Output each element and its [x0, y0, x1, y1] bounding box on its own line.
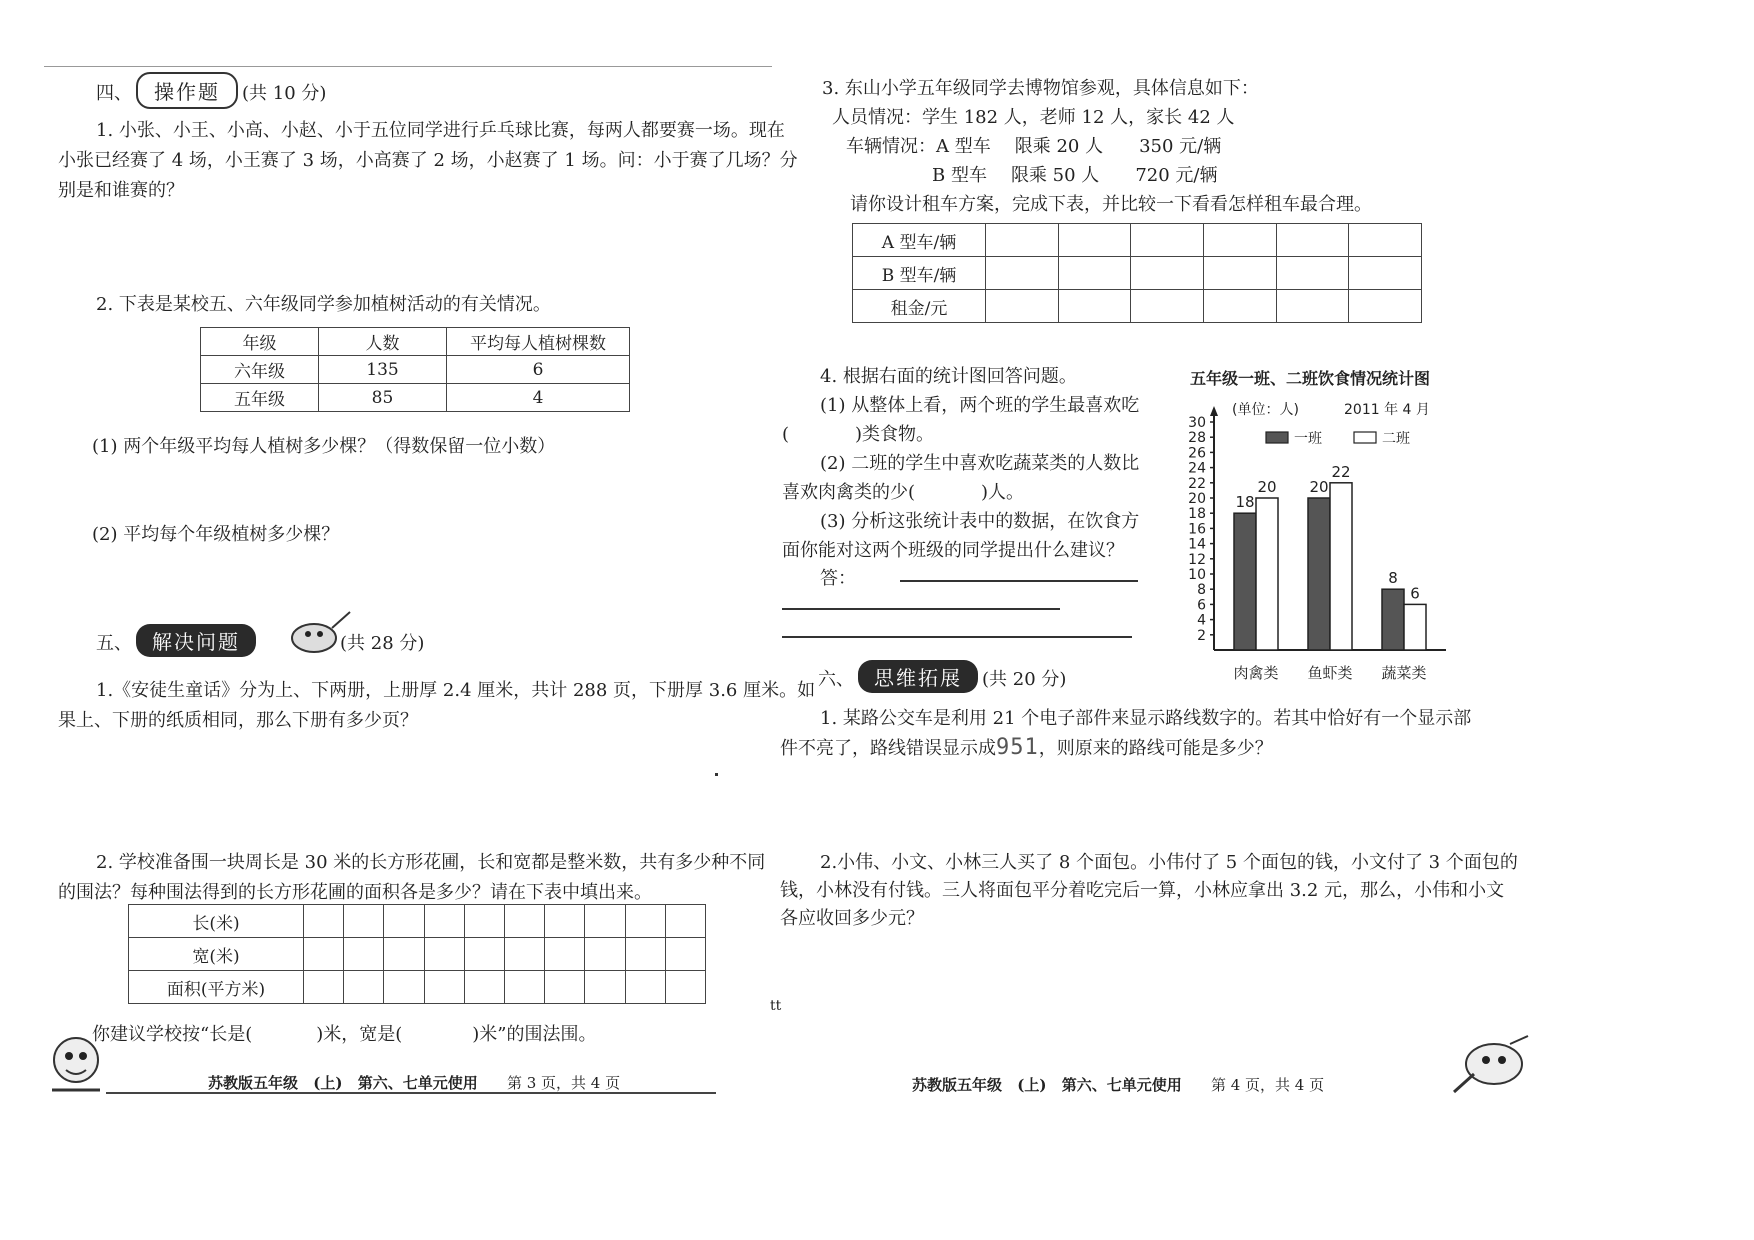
chart-title: 五年级一班、二班饮食情况统计图 — [1190, 369, 1431, 388]
stray-mark: tt — [770, 998, 782, 1014]
q6-1-line2 — [780, 734, 1273, 760]
answer-cell[interactable] — [424, 905, 464, 938]
q4-s1a: (1) 从整体上看，两个班的学生最喜欢吃 — [820, 395, 1140, 416]
q6-2-line1: 2.小伟、小文、小林三人买了 8 个面包。小伟付了 5 个面包的钱，小文付了 3 个面包的 — [820, 852, 1518, 873]
section-6-header — [818, 660, 1066, 693]
answer-cell[interactable] — [1131, 224, 1204, 257]
q4-line1: 4. 根据右面的统计图回答问题。 — [820, 366, 1077, 387]
footer-rule — [106, 1092, 716, 1094]
flowerbed-table — [128, 904, 706, 1004]
y-tick-label: 2 — [1197, 627, 1206, 644]
mascot-cartoon-icon — [274, 610, 354, 663]
row-label: 长(米) — [129, 905, 304, 938]
section-points: (共 20 分) — [982, 669, 1067, 690]
answer-cell[interactable] — [1349, 290, 1422, 323]
table-cell: 85 — [319, 384, 447, 412]
q5-2-line1: 2. 学校准备围一块周长是 30 米的长方形花圃，长和宽都是整米数，共有多少种不同 — [96, 852, 766, 873]
chart-unit-label: (单位：人) — [1232, 402, 1299, 418]
answer-cell[interactable] — [344, 905, 384, 938]
answer-cell[interactable] — [304, 971, 344, 1004]
y-tick-label: 18 — [1188, 506, 1206, 523]
table-header: 平均每人植树棵数 — [447, 328, 630, 356]
q3-vehicle-a — [846, 132, 1221, 158]
chart-bar — [1234, 513, 1256, 650]
y-tick-label: 26 — [1188, 445, 1206, 462]
category-label: 蔬菜类 — [1381, 664, 1427, 682]
section-points: (共 10 分) — [242, 83, 327, 104]
answer-cell[interactable] — [545, 938, 585, 971]
answer-cell[interactable] — [504, 905, 544, 938]
section-banner: 思维拓展 — [858, 660, 978, 693]
answer-cell[interactable] — [1058, 257, 1131, 290]
q4-answer-label: 答： — [820, 568, 856, 589]
bar-value-label: 8 — [1388, 569, 1398, 588]
answer-cell[interactable] — [545, 971, 585, 1004]
q3-line1: 3. 东山小学五年级同学去博物馆参观，具体信息如下： — [822, 78, 1259, 99]
answer-cell[interactable] — [1203, 290, 1276, 323]
q5-1-line2: 果上、下册的纸质相同，那么下册有多少页？ — [58, 710, 418, 731]
legend-swatch — [1354, 432, 1376, 443]
legend-swatch — [1266, 432, 1288, 443]
suggestion-text: )米，宽是( — [316, 1024, 403, 1045]
answer-cell[interactable] — [1349, 257, 1422, 290]
bar-value-label: 6 — [1410, 584, 1420, 603]
row-label: 宽(米) — [129, 938, 304, 971]
answer-cell[interactable] — [1203, 257, 1276, 290]
answer-cell[interactable] — [986, 257, 1059, 290]
footer-page: 第 4 页，共 4 页 — [1210, 1076, 1325, 1094]
q6-1-text: 件不亮了，路线错误显示成 — [780, 738, 996, 759]
row-label: B 型车/辆 — [853, 257, 986, 290]
answer-cell[interactable] — [344, 971, 384, 1004]
q4-s1b — [782, 420, 934, 446]
vehicle-price: 350 元/辆 — [1139, 136, 1222, 157]
q4-s3a: (3) 分析这张统计表中的数据，在饮食方 — [820, 511, 1140, 532]
vehicle-name: A 型车 — [936, 136, 991, 157]
row-label: 面积(平方米) — [129, 971, 304, 1004]
y-tick-label: 4 — [1197, 612, 1206, 629]
vehicle-limit: 限乘 20 人 — [1014, 136, 1104, 157]
q4-s2a: (2) 二班的学生中喜欢吃蔬菜类的人数比 — [820, 453, 1140, 474]
q4-s2b — [782, 478, 1024, 504]
q4-s1b-text: )类食物。 — [855, 424, 935, 445]
answer-line[interactable] — [900, 580, 1138, 582]
answer-cell[interactable] — [1276, 224, 1349, 257]
q3-vehicle-b — [932, 161, 1217, 187]
answer-cell[interactable] — [625, 971, 665, 1004]
q6-2-line2: 钱，小林没有付钱。三人将面包平分着吃完后一算，小林应拿出 3.2 元，那么，小伟和小文 — [780, 880, 1505, 901]
section-5-header — [96, 624, 424, 657]
bar-value-label: 20 — [1309, 478, 1329, 496]
q4-1-line1: 1. 小张、小王、小高、小赵、小于五位同学进行乒乓球比赛，每两人都要赛一场。现在 — [96, 120, 785, 141]
footer-edition: 苏教版五年级 — [208, 1074, 299, 1092]
answer-cell[interactable] — [384, 938, 424, 971]
chart-bar — [1256, 498, 1278, 650]
y-tick-label: 16 — [1188, 521, 1206, 538]
q4-s2b-text: 喜欢肉禽类的少( — [782, 482, 916, 503]
vehicle-label: 车辆情况： — [846, 136, 936, 157]
table-cell: 135 — [319, 356, 447, 384]
answer-cell[interactable] — [504, 971, 544, 1004]
mascot-cartoon-icon — [1444, 1034, 1534, 1101]
section-points: (共 28 分) — [340, 633, 425, 654]
answer-cell[interactable] — [545, 905, 585, 938]
bar-value-label: 22 — [1331, 462, 1351, 481]
answer-cell[interactable] — [304, 938, 344, 971]
answer-cell[interactable] — [1131, 257, 1204, 290]
table-cell: 五年级 — [201, 384, 319, 412]
answer-cell[interactable] — [585, 938, 625, 971]
answer-cell[interactable] — [504, 938, 544, 971]
footer-volume: (上) — [1017, 1076, 1047, 1094]
bus-rental-table — [852, 223, 1422, 323]
answer-cell[interactable] — [384, 905, 424, 938]
suggestion-text: )米”的围法围。 — [472, 1024, 597, 1045]
answer-line[interactable] — [782, 608, 1060, 610]
y-tick-label: 14 — [1188, 536, 1206, 553]
answer-cell[interactable] — [464, 938, 504, 971]
q4-2-sub2: (2) 平均每个年级植树多少棵？ — [92, 524, 340, 545]
q5-1-line1: 1.《安徒生童话》分为上、下两册，上册厚 2.4 厘米，共计 288 页，下册厚 3.6 厘米。如 — [96, 680, 816, 701]
chart-date-label: 2011 年 4 月 — [1344, 402, 1430, 418]
q4-1-line2: 小张已经赛了 4 场，小王赛了 3 场，小高赛了 2 场，小赵赛了 1 场。问：小于赛了几场？分 — [58, 150, 798, 171]
answer-cell[interactable] — [665, 938, 705, 971]
bar-value-label: 20 — [1257, 478, 1277, 496]
q6-1-line1: 1. 某路公交车是利用 21 个电子部件来显示路线数字的。若其中恰好有一个显示部 — [820, 708, 1472, 729]
answer-cell[interactable] — [1276, 257, 1349, 290]
speck — [715, 773, 718, 776]
bar-value-label: 18 — [1235, 493, 1255, 512]
table-cell: 六年级 — [201, 356, 319, 384]
y-tick-label: 6 — [1197, 597, 1206, 614]
y-tick-label: 10 — [1188, 567, 1206, 583]
y-tick-label: 8 — [1197, 582, 1206, 599]
answer-cell[interactable] — [1131, 290, 1204, 323]
answer-cell[interactable] — [1276, 290, 1349, 323]
y-tick-label: 24 — [1188, 460, 1206, 477]
row-label: 租金/元 — [853, 290, 986, 323]
answer-cell[interactable] — [665, 905, 705, 938]
y-tick-label: 12 — [1188, 551, 1206, 568]
table-cell: 6 — [447, 356, 630, 384]
q4-2-sub1: (1) 两个年级平均每人植树多少棵？（得数保留一位小数） — [92, 436, 556, 457]
q4-2-intro: 2. 下表是某校五、六年级同学参加植树活动的有关情况。 — [96, 294, 551, 315]
category-label: 肉禽类 — [1233, 664, 1279, 682]
vehicle-price: 720 元/辆 — [1135, 165, 1218, 186]
answer-cell[interactable] — [986, 224, 1059, 257]
y-tick-label: 28 — [1188, 430, 1206, 447]
answer-cell[interactable] — [1203, 224, 1276, 257]
diet-bar-chart — [1170, 392, 1470, 692]
q5-2-suggestion — [92, 1020, 597, 1046]
vehicle-limit: 限乘 50 人 — [1010, 165, 1100, 186]
section-number: 四、 — [96, 83, 132, 104]
category-label: 鱼虾类 — [1307, 664, 1353, 682]
chart-bar — [1404, 604, 1426, 650]
section-4-header — [96, 72, 326, 109]
vehicle-name: B 型车 — [932, 165, 987, 186]
section-banner: 解决问题 — [136, 624, 256, 657]
answer-cell[interactable] — [344, 938, 384, 971]
footer-volume: (上) — [313, 1074, 343, 1092]
legend-label: 一班 — [1294, 431, 1322, 447]
answer-cell[interactable] — [464, 905, 504, 938]
answer-cell[interactable] — [625, 938, 665, 971]
answer-cell[interactable] — [1349, 224, 1422, 257]
q4-s3b: 面你能对这两个班级的同学提出什么建议？ — [782, 540, 1124, 561]
mascot-cartoon-icon — [42, 1030, 112, 1101]
answer-cell[interactable] — [585, 905, 625, 938]
top-rule — [44, 66, 772, 67]
chart-bar — [1308, 498, 1330, 650]
chart-bar — [1330, 483, 1352, 650]
y-tick-label: 30 — [1188, 415, 1206, 431]
answer-cell[interactable] — [625, 905, 665, 938]
answer-cell[interactable] — [1058, 224, 1131, 257]
q3-people: 人员情况：学生 182 人，老师 12 人，家长 42 人 — [832, 107, 1235, 128]
y-tick-label: 22 — [1188, 475, 1206, 492]
row-label: A 型车/辆 — [853, 224, 986, 257]
answer-cell[interactable] — [464, 971, 504, 1004]
section-number: 五、 — [96, 633, 132, 654]
q6-2-line3: 各应收回多少元？ — [780, 908, 924, 929]
answer-cell[interactable] — [986, 290, 1059, 323]
footer-edition: 苏教版五年级 — [912, 1076, 1003, 1094]
footer-unit: 第六、七单元使用 — [1061, 1076, 1182, 1094]
table-header: 人数 — [319, 328, 447, 356]
answer-cell[interactable] — [424, 971, 464, 1004]
answer-line[interactable] — [782, 636, 1132, 638]
answer-cell[interactable] — [1058, 290, 1131, 323]
chart-bar — [1382, 589, 1404, 650]
answer-cell[interactable] — [304, 905, 344, 938]
section-banner: 操作题 — [136, 72, 238, 109]
q4-s2c-text: )人。 — [981, 482, 1025, 503]
suggestion-text: 你建议学校按“长是( — [92, 1024, 253, 1045]
y-axis-arrow-icon — [1210, 406, 1218, 416]
table-header: 年级 — [201, 328, 319, 356]
footer-page: 第 3 页，共 4 页 — [506, 1074, 621, 1092]
legend-label: 二班 — [1382, 431, 1410, 447]
table-cell: 4 — [447, 384, 630, 412]
planting-table — [200, 327, 630, 412]
y-tick-label: 20 — [1188, 491, 1206, 507]
q6-1-text: ，则原来的路线可能是多少？ — [1038, 738, 1273, 759]
seven-segment-digits: 951 — [996, 735, 1039, 760]
q4-1-line3: 别是和谁赛的？ — [58, 180, 184, 201]
right-footer — [912, 1074, 1324, 1095]
answer-cell[interactable] — [424, 938, 464, 971]
q3-task: 请你设计租车方案，完成下表，并比较一下看看怎样租车最合理。 — [850, 194, 1372, 215]
section-number: 六、 — [818, 669, 854, 690]
bracket: ( — [782, 424, 790, 445]
left-footer — [208, 1072, 620, 1093]
answer-cell[interactable] — [585, 971, 625, 1004]
answer-cell[interactable] — [384, 971, 424, 1004]
footer-unit: 第六、七单元使用 — [357, 1074, 478, 1092]
q5-2-line2: 的围法？每种围法得到的长方形花圃的面积各是多少？请在下表中填出来。 — [58, 882, 652, 903]
answer-cell[interactable] — [665, 971, 705, 1004]
